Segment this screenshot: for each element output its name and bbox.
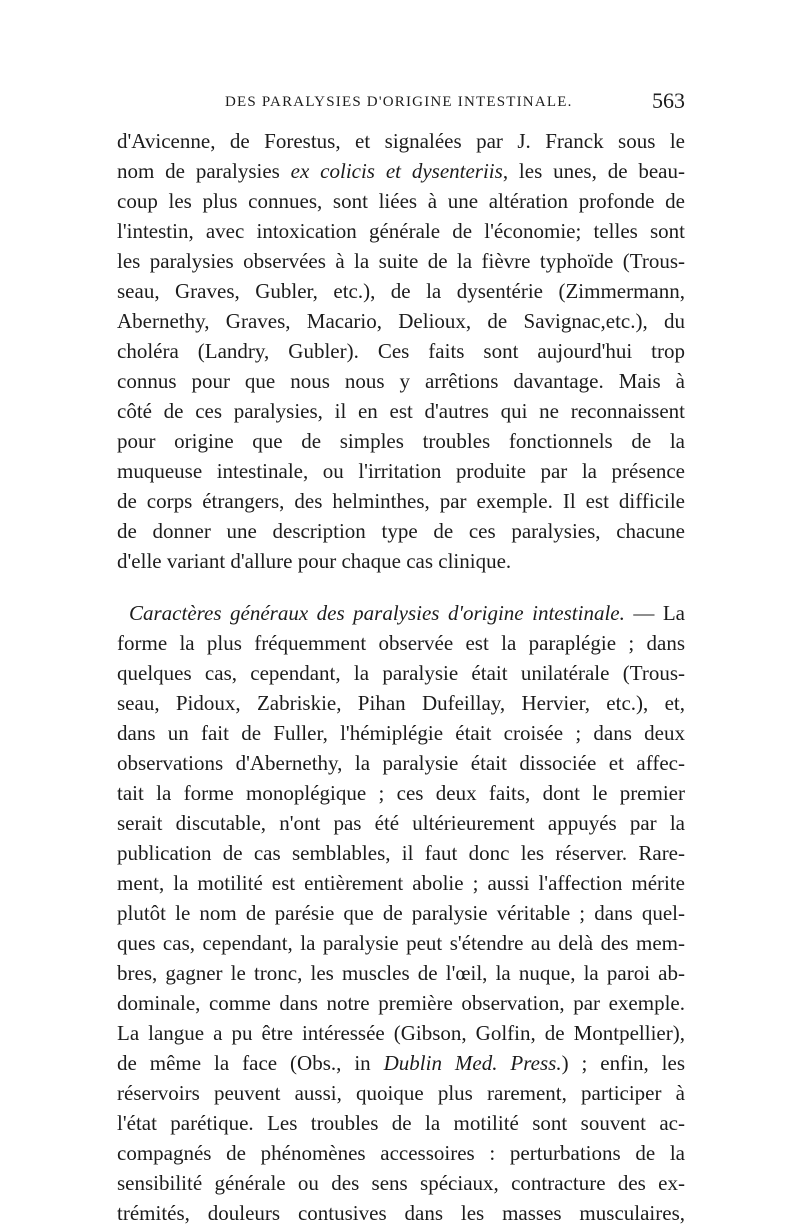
latin-phrase: ex colicis et dysenteriis [290,159,503,183]
text-line: Abernethy, Graves, Macario, Delioux, de Savignac,etc.), du [117,309,685,333]
running-title: DES PARALYSIES D'ORIGINE INTESTINALE. [225,94,573,110]
text-span: , les unes, de beau- [502,159,685,183]
text-line: côté de ces paralysies, il en est d'autres qui ne reconnaissent [117,399,685,423]
text-line: réservoirs peuvent aussi, quoique plus rarement, participer à [117,1081,685,1105]
text-line: plutôt le nom de parésie que de paralysie véritable ; dans quel- [117,901,685,925]
text-line: compagnés de phénomènes accessoires : perturbations de la [117,1141,685,1165]
text-line: pour origine que de simples troubles fonctionnels de la [117,429,685,453]
text-line: observations d'Abernethy, la paralysie était dissociée et affec- [117,751,685,775]
text-line: choléra (Landry, Gubler). Ces faits sont aujourd'hui trop [117,339,685,363]
section-heading: Caractères généraux des paralysies d'origine intestinale. [129,601,625,625]
text-line: dominale, comme dans notre première observation, par exemple. [117,991,685,1015]
text-line: de donner une description type de ces paralysies, chacune [117,519,685,543]
text-line: forme la plus fréquemment observée est la paraplégie ; dans [117,631,685,655]
text-line: d'elle variant d'allure pour chaque cas clinique. [117,549,512,573]
text-span: de même la face (Obs., in [117,1051,384,1075]
text-span: ) ; enfin, les [561,1051,685,1075]
book-page [117,88,685,1228]
page-number: 563 [652,88,685,113]
text-line: publication de cas semblables, il faut donc les réserver. Rare- [117,841,685,865]
paragraph-gap [117,576,685,598]
text-span: nom de paralysies [117,159,291,183]
text-line: dans un fait de Fuller, l'hémiplégie était croisée ; dans deux [117,721,685,745]
text-line: l'état parétique. Les troubles de la motilité sont souvent ac- [117,1111,685,1135]
text-line: sensibilité générale ou des sens spéciaux, contracture des ex- [117,1171,685,1195]
text-line: connus pour que nous nous y arrêtions davantage. Mais à [117,369,685,393]
text-line: l'intestin, avec intoxication générale de l'économie; telles sont [117,219,685,243]
text-line: d'Avicenne, de Forestus, et signalées par J. Franck sous le [117,129,685,153]
text-line [117,598,685,628]
text-line: muqueuse intestinale, ou l'irritation produite par la présence [117,459,685,483]
text-line: serait discutable, n'ont pas été ultérieurement appuyés par la [117,811,685,835]
text-line: de corps étrangers, des helminthes, par exemple. Il est difficile [117,489,685,513]
running-header [117,88,685,126]
text-line: seau, Graves, Gubler, etc.), de la dysentérie (Zimmermann, [117,279,685,303]
text-line [117,1048,685,1078]
text-line: les paralysies observées à la suite de la fièvre typhoïde (Trous- [117,249,685,273]
text-line: La langue a pu être intéressée (Gibson, Golfin, de Montpellier), [117,1021,685,1045]
text-line: quelques cas, cependant, la paralysie était unilatérale (Trous- [117,661,685,685]
text-line: seau, Pidoux, Zabriskie, Pihan Dufeillay, Hervier, etc.), et, [117,691,685,715]
paragraph-general-characters [117,598,685,1228]
text-line: ment, la motilité est entièrement abolie ; aussi l'affection mérite [117,871,685,895]
journal-title: Dublin Med. Press. [383,1051,562,1075]
text-span: — La [633,601,686,625]
text-line: bres, gagner le tronc, les muscles de l'œil, la nuque, la paroi ab- [117,961,685,985]
text-line [117,156,685,186]
text-line: ques cas, cependant, la paralysie peut s'étendre au delà des mem- [117,931,685,955]
paragraph-continuation [117,126,685,576]
text-line: trémités, douleurs contusives dans les masses musculaires, [117,1201,685,1225]
text-line: tait la forme monoplégique ; ces deux faits, dont le premier [117,781,685,805]
text-line: coup les plus connues, sont liées à une altération profonde de [117,189,685,213]
